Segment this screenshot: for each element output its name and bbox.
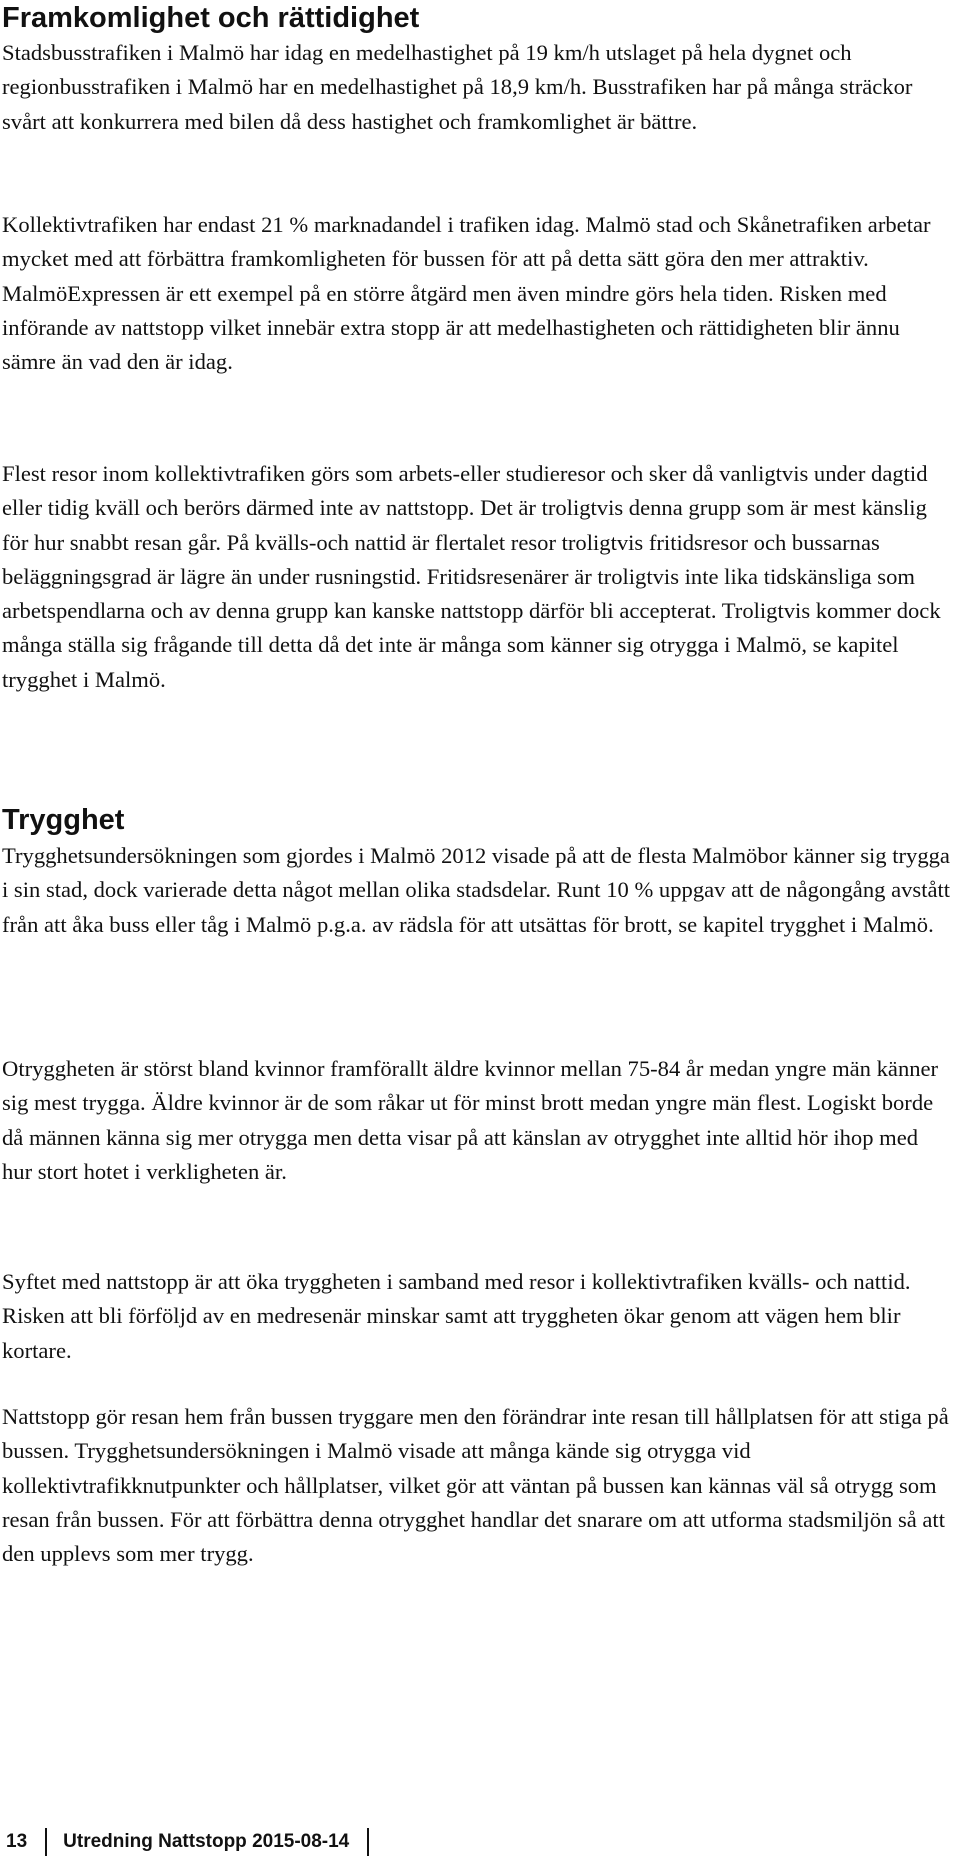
paragraph: Syftet med nattstopp är att öka tryggheten i samband med resor i kollektivtrafiken kvälls- och nattid. Risken att bli förföljd av en medresenär minskar samt att tryggheten ökar genom att vägen hem blir kortare. bbox=[2, 1269, 911, 1363]
section-heading-framkomlighet: Framkomlighet och rättidighet bbox=[2, 2, 420, 34]
paragraph: Otryggheten är störst bland kvinnor framförallt äldre kvinnor mellan 75-84 år medan yngre män känner sig mest trygga. Äldre kvinnor är de som råkar ut för minst brott medan yngre män flest. Logiskt borde då männen känna sig mer otrygga men detta visar på att känslan av otrygghet inte alltid hör ihop med hur stort hotet i verkligheten är. bbox=[2, 1056, 939, 1184]
page-footer bbox=[2, 1828, 369, 1856]
paragraph: Nattstopp gör resan hem från bussen tryggare men den förändrar inte resan till hållplatsen för att stiga på bussen. Trygghetsundersökningen i Malmö visade att många kände sig otrygga vid kollektivtrafikknutpunkter och hållplatser, vilket gör att väntan på bussen kan kännas väl så otrygg som resan från bussen. För att förbättra denna otrygghet handlar det snarare om att utforma stadsmiljön så att den upplevs som mer trygg. bbox=[2, 1404, 949, 1567]
paragraph: Kollektivtrafiken har endast 21 % marknadandel i trafiken idag. Malmö stad och Skånetrafiken arbetar mycket med att förbättra framkomligheten för bussen för att på detta sätt göra den mer attraktiv. MalmöExpressen är ett exempel på en större åtgärd men även mindre görs hela tiden. Risken med införande av nattstopp vilket innebär extra stopp är att medelhastigheten och rättidigheten blir ännu sämre än vad den är idag. bbox=[2, 212, 931, 375]
paragraph: Stadsbusstrafiken i Malmö har idag en medelhastighet på 19 km/h utslaget på hela dygnet och regionbusstrafiken i Malmö har en medelhastighet på 18,9 km/h. Busstrafiken har på många sträckor svårt att konkurrera med bilen då dess hastighet och framkomlighet är bättre. bbox=[2, 40, 913, 134]
paragraph: Trygghetsundersökningen som gjordes i Malmö 2012 visade på att de flesta Malmöbor känner sig trygga i sin stad, dock varierade detta något mellan olika stadsdelar. Runt 10 % uppgav att de någongång avstått från att åka buss eller tåg i Malmö p.g.a. av rädsla för att utsättas för brott, se kapitel trygghet i Malmö. bbox=[2, 843, 951, 937]
document-title: Utredning Nattstopp 2015-08-14 bbox=[63, 1831, 350, 1852]
footer-divider bbox=[45, 1828, 47, 1856]
paragraph: Flest resor inom kollektivtrafiken görs som arbets-eller studieresor och sker då vanligtvis under dagtid eller tidig kväll och berörs därmed inte av nattstopp. Det är troligtvis denna grupp som är mest känslig för hur snabbt resan går. På kvälls-och nattid är flertalet resor troligtvis fritidsresor och bussarnas beläggningsgrad är lägre än under rusningstid. Fritidsresenärer är troligtvis inte lika tidskänsliga som arbetspendlarna och av denna grupp kan kanske nattstopp därför bli accepterat. Troligtvis kommer dock många ställa sig frågande till detta då det inte är många som känner sig otrygga i Malmö, se kapitel trygghet i Malmö. bbox=[2, 461, 941, 692]
page-number: 13 bbox=[6, 1831, 28, 1852]
section-heading-trygghet: Trygghet bbox=[2, 804, 125, 836]
footer-divider bbox=[367, 1828, 369, 1856]
